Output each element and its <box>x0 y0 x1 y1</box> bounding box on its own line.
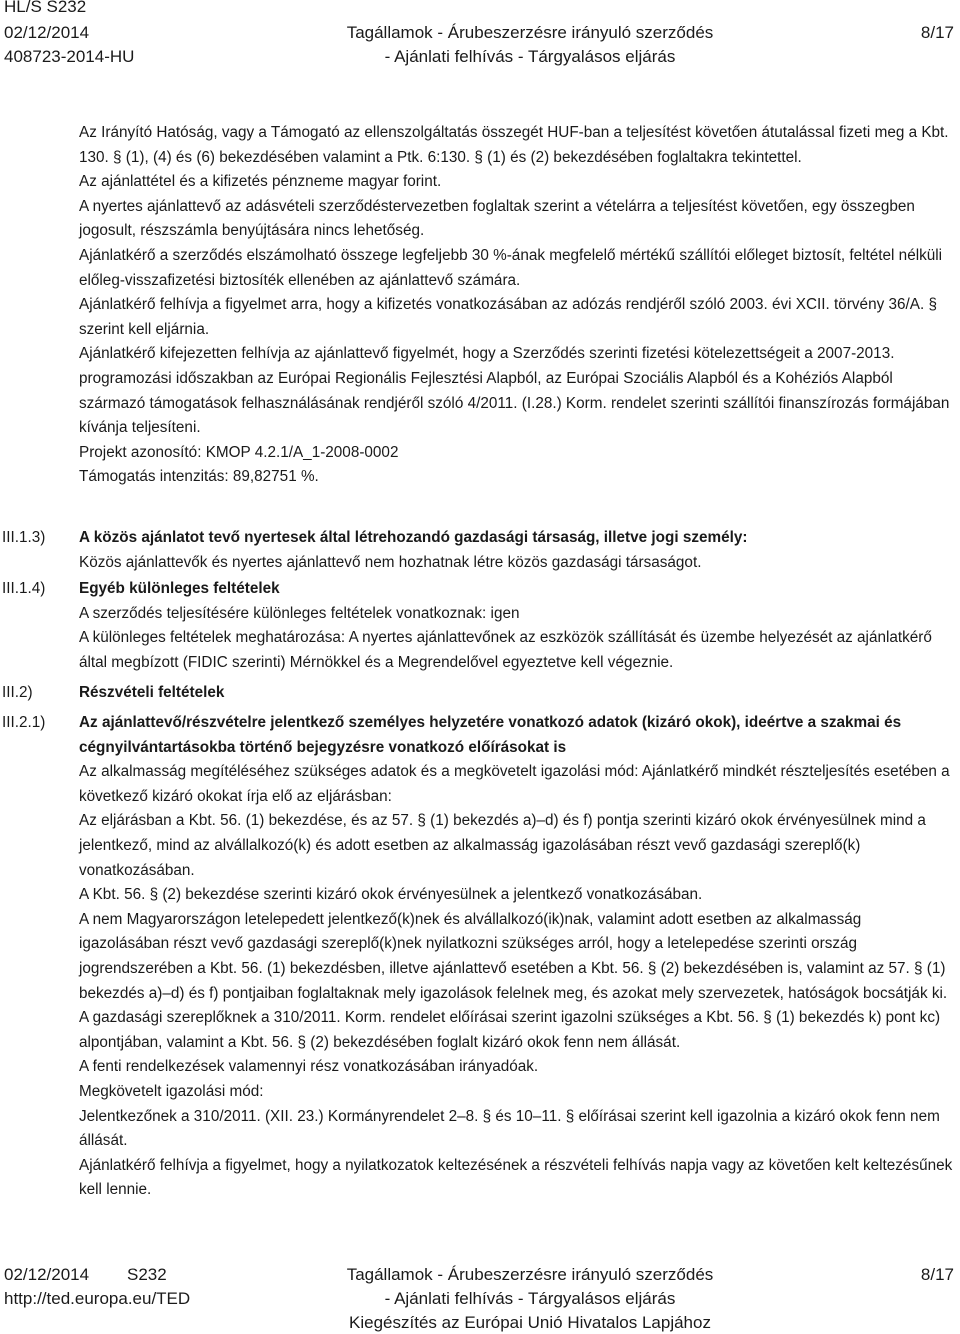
intro-paragraph: A nyertes ajánlattevő az adásvételi szerződéstervezetben foglaltak szerint a vételárra a teljesítést követően, egy összegben jogosult, részszámla benyújtására nincs lehetőség. <box>79 197 915 240</box>
section-text: A Kbt. 56. § (2) bekezdése szerinti kizáró okok érvényesülnek a jelentkező vonatkozásában. <box>79 886 703 904</box>
section-text: Jelentkezőnek a 310/2011. (XII. 23.) Kormányrendelet 2–8. § és 10–11. § előírásai szerint kell igazolnia a kizáró okok fenn nem állását. <box>79 1107 940 1150</box>
footer-supplement: Kiegészítés az Európai Unió Hivatalos Lapjához <box>349 1313 711 1332</box>
section-number: III.2.1) <box>2 714 46 731</box>
section-heading: Részvételi feltételek <box>79 684 225 701</box>
page-header <box>0 0 960 72</box>
section-number: III.1.4) <box>2 580 46 597</box>
footer-url[interactable]: http://ted.europa.eu/TED <box>4 1289 191 1308</box>
section-III-1-4 <box>79 577 955 675</box>
header-subtitle: - Ajánlati felhívás - Tárgyalásos eljárás <box>384 47 676 66</box>
page-footer <box>0 1262 960 1334</box>
footer-title: Tagállamok - Árubeszerzésre irányuló szerződés <box>346 1265 714 1284</box>
intro-paragraph: Ajánlatkérő a szerződés elszámolható összege legfeljebb 30 %-ának megfelelő mértékű szállítói előleget biztosít, feltétel nélküli előleg-visszafizetési biztosíték ellenében az ajánlattevő számára. <box>79 246 943 289</box>
section-text: A fenti rendelkezések valamennyi rész vonatkozásában irányadóak. <box>79 1058 539 1076</box>
project-id: Projekt azonosító: KMOP 4.2.1/A_1-2008-0002 <box>79 443 399 461</box>
footer-date: 02/12/2014 <box>4 1265 90 1284</box>
section-text: Az eljárásban a Kbt. 56. (1) bekezdése, és az 57. § (1) bekezdés a)–d) és f) pontja szerinti kizáró okok érvényesülnek mind a jelentkező, mind az alvállalkozó(k) és adott esetben az alkalmasság igazolásában részt vevő gazdasági szereplő(k) vonatkozásában. <box>79 812 926 879</box>
section-text: A nem Magyarországon letelepedett jelentkező(k)nek és alvállalkozó(ik)nak, valamint adott esetben az alkalmasság igazolásában részt vevő gazdasági szereplő(k)nek nyilatkozni szükséges arról, hogy a letelepedése szerinti ország jogrendszerében a Kbt. 56. (1) bekezdésben, illetve ajánlattevő esetében a Kbt. 56. § (2) bekezdésében is, valamint az 57. § (1) bekezdés a)–d) és f) pontjaiban foglaltaknak mely igazolások felelnek meg, és azokat mely szervezetek, hatóságok bocsátják ki. <box>79 910 948 1002</box>
section-III-2-1 <box>79 711 955 1203</box>
intro-paragraph: Az ajánlattétel és a kifizetés pénzneme magyar forint. <box>79 173 442 191</box>
intro-paragraph: Ajánlatkérő kifejezetten felhívja az ajánlattevő figyelmét, hogy a Szerződés szerinti fizetési kötelezettségeit a 2007-2013. programozási időszakban az Európai Regionális Fejlesztési Alapból, az Európai Szociális Alapból és a Kohéziós Alapból származó támogatások felhasználásának rendjéről szóló 4/2011. (I.28.) Korm. rendelet szerinti szállítói finanszírozás formájában kívánja teljesíteni. <box>79 345 950 437</box>
section-text: Az alkalmasság megítéléséhez szükséges adatok és a megkövetelt igazolási mód: Ajánlatkérő mindkét részteljesítés esetében a következő kizáró okokat írja elő az eljárásban: <box>79 763 950 805</box>
intro-paragraph: Ajánlatkérő felhívja a figyelmet arra, hogy a kifizetés vonatkozásában az adózás rendjéről szóló 2003. évi XCII. törvény 36/A. § szerint kell eljárnia. <box>79 296 937 338</box>
section-text: Ajánlatkérő felhívja a figyelmet, hogy a nyilatkozatok keltezésének a részvételi felhívás napja vagy az követően kelt keltezésűnek kell lennie. <box>79 1156 953 1199</box>
section-text: Közös ajánlattevők és nyertes ajánlattevő nem hozhatnak létre közös gazdasági társaságot. <box>79 553 702 571</box>
header-page-number: 8/17 <box>920 23 954 42</box>
section-III-2 <box>79 681 955 706</box>
footer-page-number: 8/17 <box>920 1265 954 1284</box>
notice-id: 408723-2014-HU <box>4 47 135 66</box>
footer-subtitle: - Ajánlati felhívás - Tárgyalásos eljárás <box>384 1289 676 1308</box>
support-intensity: Támogatás intenzitás: 89,82751 %. <box>79 468 319 486</box>
intro-block <box>79 121 955 490</box>
header-date: 02/12/2014 <box>4 23 90 42</box>
intro-paragraph: Az Irányító Hatóság, vagy a Támogató az ellenszolgáltatás összegét HUF-ban a teljesítést követően átutalással fizeti meg a Kbt. 130. § (1), (4) és (6) bekezdésében valamint a Ptk. 6:130. § (1) és (2) bekezdésében foglaltakra tekintettel. <box>79 124 949 166</box>
section-text: Megkövetelt igazolási mód: <box>79 1082 264 1100</box>
section-text: A gazdasági szereplőknek a 310/2011. Korm. rendelet előírásai szerint igazolni szükséges a Kbt. 56. § (1) bekezdés k) pont kc) alpontjában, valamint a Kbt. 56. § (2) bekezdésében foglalt kizáró okok fenn nem állását. <box>79 1009 941 1051</box>
section-text: A különleges feltételek meghatározása: A nyertes ajánlattevőnek az eszközök szállítását és üzembe helyezését az ajánlatkérő által megbízott (FIDIC szerinti) Mérnökkel és a Megrendelővel egyeztetve kell végeznie. <box>79 629 932 671</box>
section-number: III.2) <box>2 684 33 701</box>
section-III-1-3 <box>79 526 955 575</box>
section-text: A szerződés teljesítésére különleges feltételek vonatkoznak: igen <box>79 604 520 622</box>
doc-code: HL/S S232 <box>4 0 87 16</box>
section-heading: Az ajánlattevő/részvételre jelentkező személyes helyzetére vonatkozó adatok (kizáró okok), ideértve a szakmai és cégnyilvántartásokba történő bejegyzésre vonatkozó előírásokat is <box>79 714 902 756</box>
section-heading: Egyéb különleges feltételek <box>79 580 280 597</box>
section-number: III.1.3) <box>2 529 46 546</box>
section-heading: A közös ajánlatot tevő nyertesek által létrehozandó gazdasági társaság, illetve jogi személy: <box>79 529 748 546</box>
header-title: Tagállamok - Árubeszerzésre irányuló szerződés <box>346 23 714 42</box>
footer-issue: S232 <box>127 1265 167 1284</box>
